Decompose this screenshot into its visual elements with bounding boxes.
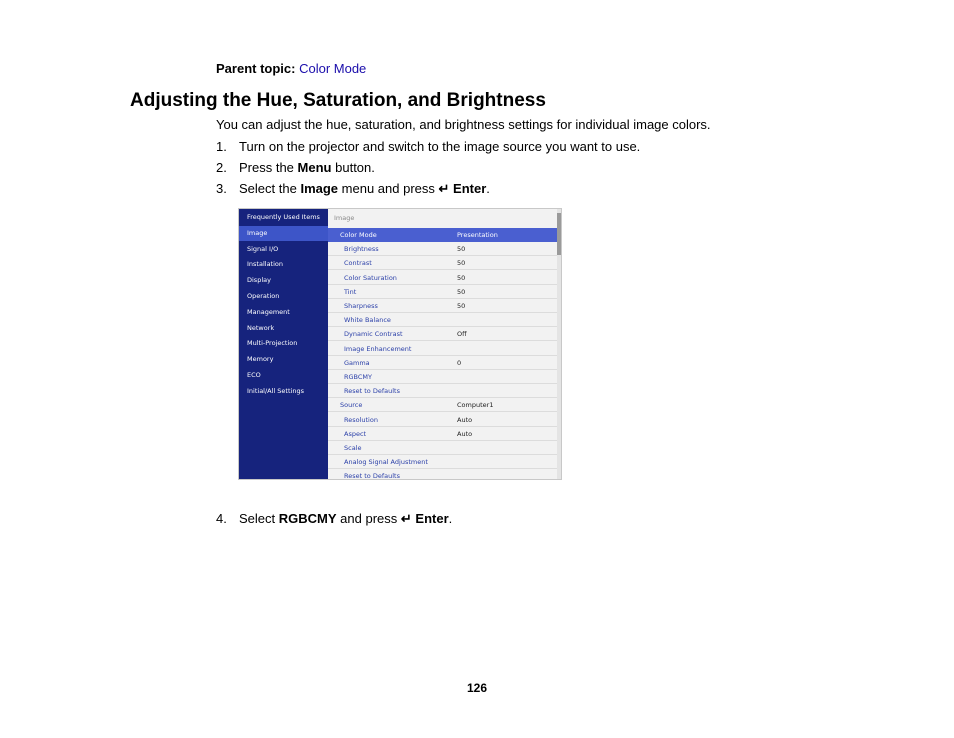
menu-row-label: Analog Signal Adjustment	[344, 458, 428, 467]
menu-row[interactable]	[328, 271, 557, 285]
enter-button-name: Enter	[415, 511, 449, 526]
menu-row-label: Color Saturation	[344, 273, 397, 282]
sidebar-item[interactable]: Management	[247, 307, 290, 316]
menu-row-label: Source	[340, 401, 363, 410]
menu-row-value: Off	[457, 330, 467, 339]
menu-row-label: Scale	[344, 444, 362, 452]
menu-row-label: Color Mode	[340, 231, 377, 239]
menu-row[interactable]	[328, 384, 557, 398]
menu-row[interactable]	[328, 469, 557, 479]
menu-row-value: Auto	[457, 429, 473, 438]
menu-row-label: Gamma	[344, 358, 370, 367]
sidebar-item[interactable]: Memory	[247, 355, 274, 364]
menu-row-value: Computer1	[457, 401, 494, 410]
menu-row-label: Resolution	[344, 415, 378, 424]
menu-row[interactable]	[328, 441, 557, 455]
menu-row-label: Reset to Defaults	[344, 387, 400, 396]
menu-row[interactable]	[328, 299, 557, 313]
menu-row-label: Tint	[344, 287, 357, 296]
sidebar-item[interactable]: Signal I/O	[247, 244, 279, 253]
menu-row-value: 50	[457, 245, 466, 254]
image-menu-name: Image	[300, 181, 339, 196]
menu-row-label: Brightness	[344, 245, 379, 254]
parent-topic	[216, 61, 366, 76]
menu-row-value: Auto	[457, 415, 473, 424]
rgbcmy-name: RGBCMY	[278, 511, 337, 526]
menu-panel	[328, 209, 557, 479]
step-text: Turn on the projector and switch to the image source you want to use.	[239, 139, 641, 154]
step-text: .	[448, 511, 453, 526]
menu-row[interactable]	[328, 398, 557, 412]
step-number: 4.	[216, 511, 227, 526]
parent-topic-label: Parent topic:	[216, 61, 296, 76]
step-number: 1.	[216, 139, 227, 154]
sidebar-item[interactable]: Initial/All Settings	[247, 386, 304, 395]
projector-menu-screenshot	[239, 209, 561, 479]
color-mode-link[interactable]: Color Mode	[299, 61, 367, 76]
step-text: and press	[340, 511, 398, 526]
step-1	[216, 139, 640, 154]
sidebar-item[interactable]: Operation	[247, 292, 280, 300]
menu-row-value: 50	[457, 302, 466, 310]
step-text: button.	[335, 160, 375, 175]
sidebar-item[interactable]: Image	[239, 226, 328, 241]
sidebar-item[interactable]: Multi-Projection	[247, 339, 298, 348]
menu-row-value: 0	[457, 358, 462, 367]
panel-title: Image	[334, 214, 355, 222]
menu-row[interactable]	[328, 285, 557, 299]
step-number: 3.	[216, 181, 227, 196]
menu-row-label: Contrast	[344, 259, 372, 268]
menu-row-label: Image Enhancement	[344, 344, 412, 353]
menu-sidebar	[239, 209, 328, 479]
menu-row[interactable]	[328, 455, 557, 469]
menu-row-value: 50	[457, 287, 466, 296]
menu-row[interactable]	[328, 327, 557, 341]
sidebar-item[interactable]: Display	[247, 276, 271, 285]
menu-scrollbar-thumb[interactable]	[557, 213, 561, 255]
menu-row[interactable]	[328, 427, 557, 441]
page-number: 126	[466, 681, 488, 695]
menu-row[interactable]	[328, 313, 557, 327]
menu-row[interactable]	[328, 228, 557, 242]
step-text: menu and press	[341, 181, 435, 196]
menu-row[interactable]	[328, 356, 557, 370]
menu-button-name: Menu	[297, 160, 332, 175]
intro-paragraph: You can adjust the hue, saturation, and brightness settings for individual image colors.	[216, 117, 711, 132]
sidebar-item[interactable]: ECO	[247, 371, 261, 379]
menu-row-label: Dynamic Contrast	[344, 330, 403, 339]
step-text: Select	[239, 511, 276, 526]
menu-row[interactable]	[328, 370, 557, 384]
enter-button-name: Enter	[453, 181, 487, 196]
enter-icon: ↵	[400, 511, 412, 526]
sidebar-item[interactable]: Frequently Used Items	[247, 213, 320, 221]
sidebar-item[interactable]: Network	[247, 323, 275, 332]
step-4	[216, 511, 452, 527]
menu-row-label: Aspect	[344, 429, 367, 438]
menu-scrollbar[interactable]	[557, 209, 561, 479]
menu-row[interactable]	[328, 256, 557, 270]
menu-row-label: Reset to Defaults	[344, 472, 400, 479]
menu-row-label: Sharpness	[344, 302, 378, 310]
menu-row-value: Presentation	[457, 231, 498, 239]
menu-row[interactable]	[328, 342, 557, 356]
step-2	[216, 160, 375, 175]
menu-row-label: RGBCMY	[344, 373, 373, 381]
menu-row-label: White Balance	[344, 316, 391, 325]
enter-icon: ↵	[438, 181, 450, 196]
menu-row-value: 50	[457, 273, 466, 282]
sidebar-item[interactable]: Installation	[247, 260, 284, 269]
step-text: Select the	[239, 181, 297, 196]
step-text: Press the	[239, 160, 294, 175]
page-title: Adjusting the Hue, Saturation, and Brightness	[130, 90, 546, 111]
step-3	[216, 181, 490, 197]
menu-row-value: 50	[457, 259, 466, 268]
step-text: .	[486, 181, 490, 196]
step-number: 2.	[216, 160, 227, 175]
menu-row[interactable]	[328, 242, 557, 256]
menu-row[interactable]	[328, 413, 557, 427]
